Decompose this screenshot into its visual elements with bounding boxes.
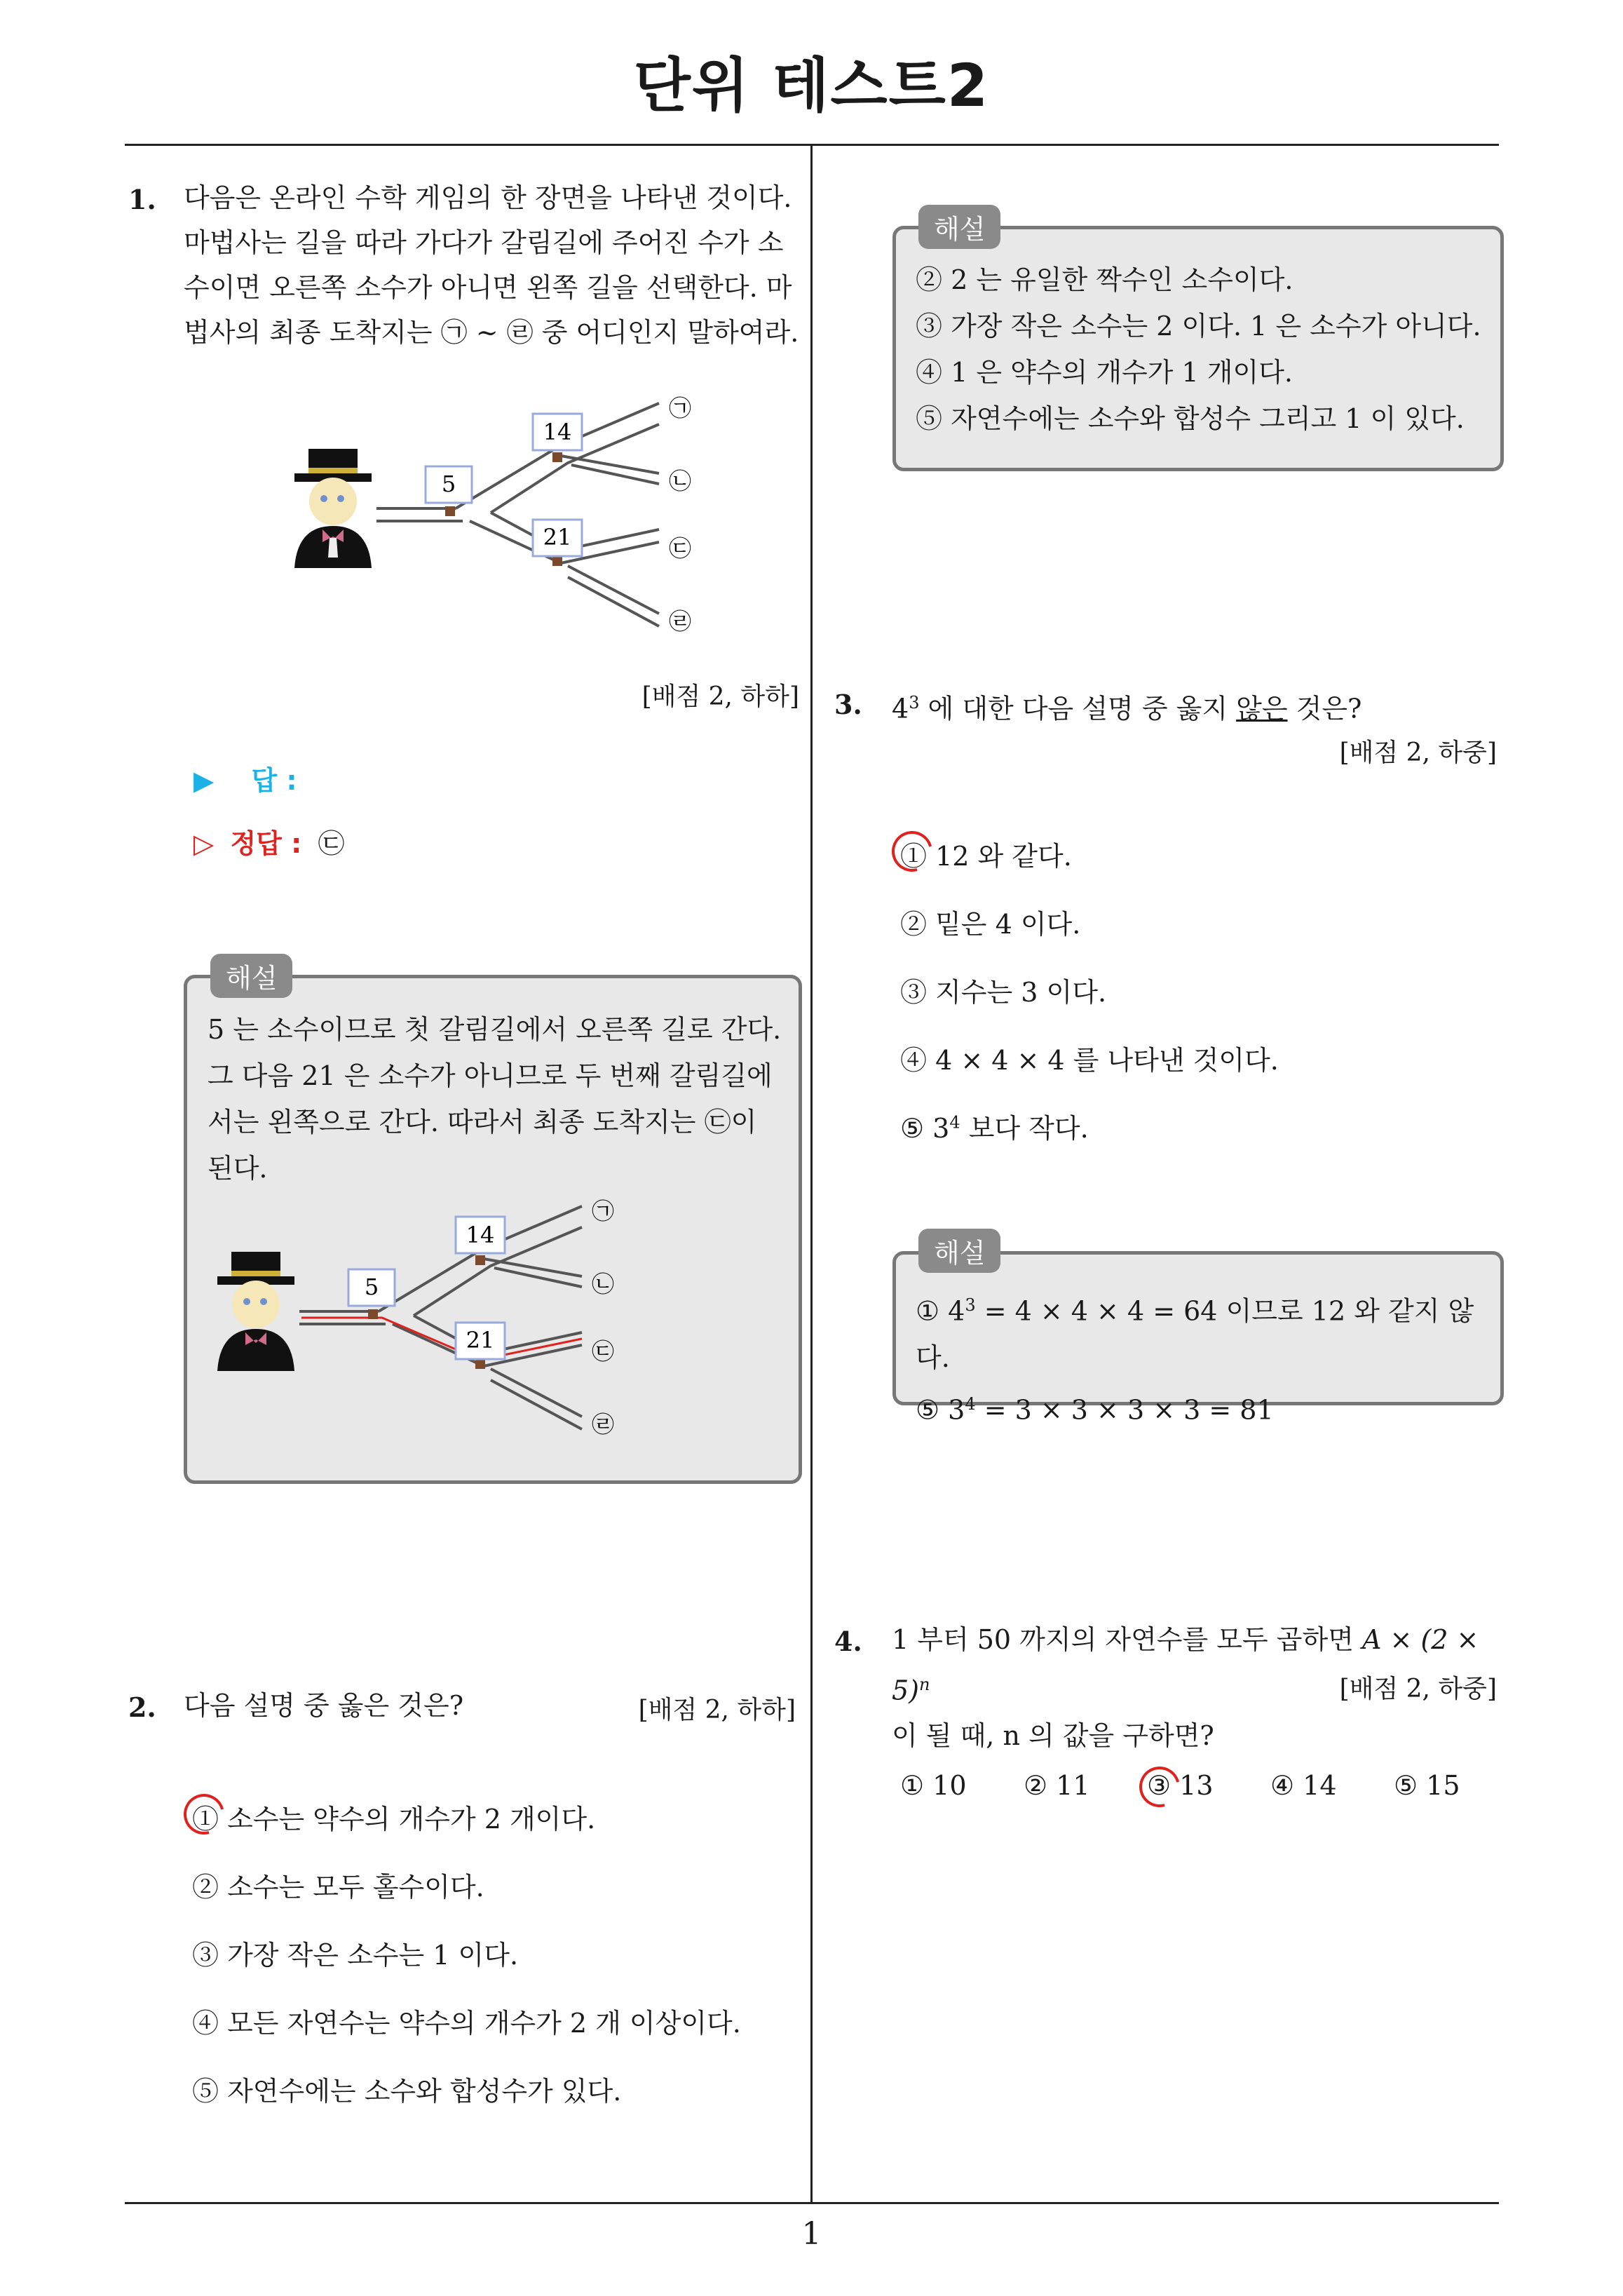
q2-exp-line: ④ 1 은 약수의 개수가 1 개이다. (916, 357, 1293, 388)
page-title: 단위 테스트2 (633, 51, 990, 120)
q1-exp-line: 그 다음 21 은 소수가 아니므로 두 번째 갈림길에 (208, 1060, 773, 1091)
q4-line-1: 1 부터 50 까지의 자연수를 모두 곱하면 $A \times (2 \times 5)^n$ (892, 1624, 1479, 1706)
q1-explanation-text (208, 1006, 782, 1191)
correct-value: ㉢ (318, 828, 345, 859)
node-5: 5 (441, 471, 456, 497)
q3-exp-line: ① $4^3 = 4 \times 4 \times 4 = 64$ 이므로 12 와 같지 않다. (916, 1295, 1474, 1373)
q3-choice-5: ⑤ $3^4$ 보다 작다. (900, 1112, 1089, 1144)
q2-choice-5: ⑤ 자연수에는 소수와 합성수가 있다. (192, 2076, 622, 2107)
q1-exp-line: 서는 왼쪽으로 간다. 따라서 최종 도착지는 ㉢이 (208, 1107, 757, 1137)
node-5: 5 (364, 1274, 379, 1300)
signpost (552, 452, 562, 462)
page-number: 1 (801, 2216, 822, 2252)
q3-explanation-text (916, 1282, 1490, 1433)
q1-path-diagram (280, 382, 715, 649)
q2-exp-line: ⑤ 자연수에는 소수와 합성수 그리고 1 이 있다. (916, 403, 1465, 434)
q2-score: [배점 2, 하하] (638, 1696, 796, 1724)
node-14: 14 (543, 419, 572, 445)
q3-text-post: 것은? (1287, 693, 1362, 724)
dest-a: ㉠ (591, 1198, 615, 1224)
q3-choice-4: ④ 4 × 4 × 4 를 나타낸 것이다. (900, 1045, 1279, 1076)
dest-b: ㉡ (668, 468, 692, 494)
q1-exp-line: 5 는 소수이므로 첫 갈림길에서 오른쪽 길로 간다. (208, 1014, 782, 1045)
q4-choice-5: ⑤ 15 (1394, 1770, 1460, 1801)
q1-line: 수이면 오른쪽 소수가 아니면 왼쪽 길을 선택한다. 마 (184, 272, 792, 303)
q3-choice-1: ① 12 와 같다. (900, 841, 1072, 872)
q4-line-2: 이 될 때, n 의 값을 구하면? (892, 1720, 1214, 1751)
q2-explanation-text (916, 257, 1490, 442)
wizard-figure (294, 449, 372, 568)
roads (376, 403, 659, 626)
q3-choice-3: ③ 지수는 3 이다. (900, 977, 1107, 1008)
answer-arrow-icon: ▶ (193, 765, 215, 796)
q1-line: 법사의 최종 도착지는 ㉠ ~ ㉣ 중 어디인지 말하여라. (184, 317, 799, 348)
q4-choice-2: ② 11 (1024, 1770, 1090, 1801)
q1-score: [배점 2, 하하] (641, 682, 799, 711)
q3-base: 4 (892, 693, 909, 724)
q2-exp-line: ② 2 는 유일한 짝수인 소수이다. (916, 264, 1293, 295)
q3-explanation-tag: 해설 (918, 1229, 1000, 1273)
q3-underlined-word: 않은 (1236, 693, 1288, 724)
q4-choice-1: ① 10 (900, 1770, 967, 1801)
q3-choice-2: ② 밑은 4 이다. (900, 909, 1081, 940)
dest-c: ㉢ (591, 1338, 615, 1365)
q1-line: 다음은 온라인 수학 게임의 한 장면을 나타낸 것이다. (184, 182, 792, 213)
q3-score: [배점 2, 하중] (1339, 738, 1497, 767)
q2-explanation-tag: 해설 (918, 205, 1000, 249)
q1-explanation-diagram (203, 1185, 638, 1452)
q3-exp-line: ⑤ $3^4 = 3 \times 3 \times 3 \times 3 = 81$ (916, 1393, 1274, 1426)
q1-exp-line: 된다. (208, 1153, 268, 1184)
answer-label: 답 : (251, 765, 297, 796)
q2-choice-2: ② 소수는 모두 홀수이다. (192, 1872, 484, 1903)
signpost (552, 556, 562, 566)
q3-exponent: 3 (909, 693, 920, 713)
correct-arrow-icon: ▷ (193, 828, 215, 859)
q4-number: 4. (834, 1626, 862, 1657)
node-21: 21 (543, 524, 572, 551)
q3-text (892, 680, 1361, 731)
q2-choice-3: ③ 가장 작은 소수는 1 이다. (192, 1940, 519, 1971)
q1-text (184, 175, 801, 355)
column-divider (810, 144, 813, 2202)
q1-number: 1. (128, 184, 156, 215)
dest-d: ㉣ (668, 608, 692, 635)
correct-label: 정답 : (230, 828, 302, 859)
q1-line: 마법사는 길을 따라 가다가 갈림길에 주어진 수가 소 (184, 227, 784, 258)
q2-number: 2. (128, 1691, 156, 1723)
q2-choice-4: ④ 모든 자연수는 약수의 개수가 2 개 이상이다. (192, 2008, 741, 2039)
dest-b: ㉡ (591, 1271, 615, 1297)
q4-score: [배점 2, 하중] (1339, 1675, 1497, 1703)
q1-explanation-tag: 해설 (210, 954, 292, 998)
q2-exp-line: ③ 가장 작은 소수는 2 이다. 1 은 소수가 아니다. (916, 311, 1481, 342)
bottom-rule (125, 2202, 1499, 2204)
dest-c: ㉢ (668, 535, 692, 562)
q2-choice-1: ① 소수는 약수의 개수가 2 개이다. (192, 1804, 596, 1835)
dest-a: ㉠ (668, 395, 692, 421)
q2-text: 다음 설명 중 옳은 것은? (184, 1690, 464, 1721)
q3-number: 3. (834, 689, 862, 720)
wizard-figure (217, 1252, 294, 1371)
q4-choice-3: ③ 13 (1147, 1770, 1214, 1801)
q1-answer-row (193, 759, 297, 797)
dest-d: ㉣ (591, 1411, 615, 1438)
node-21: 21 (466, 1327, 495, 1353)
q4-choice-4: ④ 14 (1270, 1770, 1337, 1801)
q1-correct-row (193, 822, 345, 860)
q3-text-mid: 에 대한 다음 설명 중 옳지 (919, 693, 1237, 724)
signpost (445, 506, 455, 516)
node-14: 14 (466, 1222, 495, 1248)
